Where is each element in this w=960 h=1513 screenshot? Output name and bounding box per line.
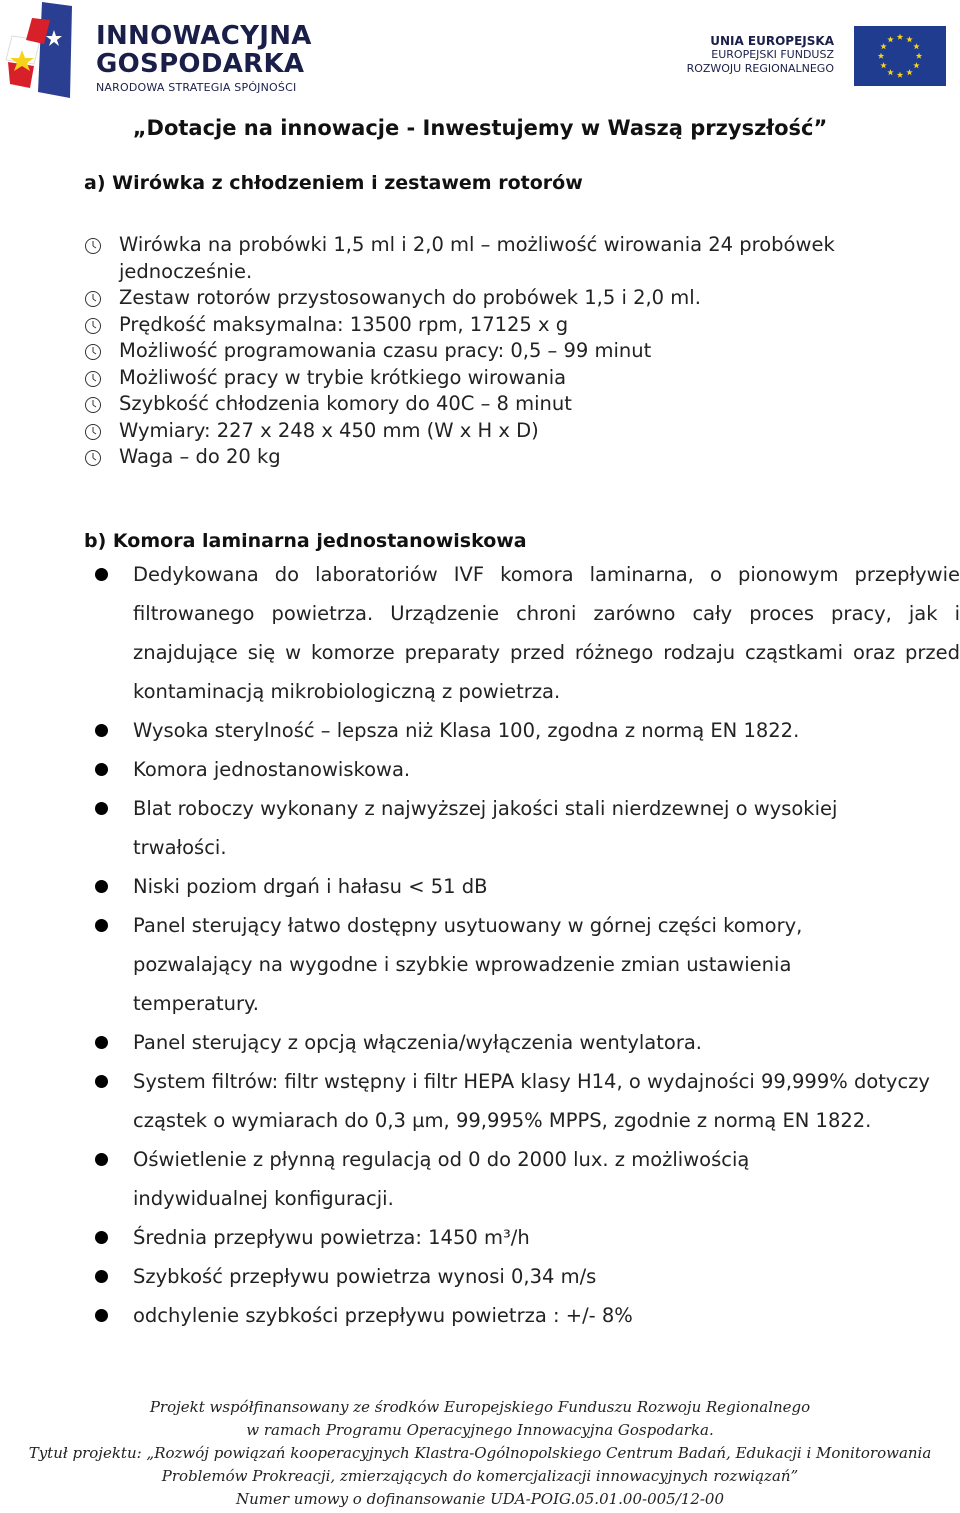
- section-b-title: b) Komora laminarna jednostanowiskowa: [84, 530, 527, 552]
- bullet-icon: [95, 880, 108, 893]
- list-item: [84, 285, 944, 312]
- item-text: Prędkość maksymalna: 13500 rpm, 17125 x g: [119, 312, 569, 336]
- bullet-icon: [95, 802, 108, 815]
- section-a-title: a) Wirówka z chłodzeniem i zestawem rotorów: [84, 172, 583, 194]
- innowacyjna-gospodarka-logo: [4, 0, 324, 104]
- bullet-icon: [95, 1309, 108, 1322]
- bullet-icon: [95, 724, 108, 737]
- list-item: [95, 906, 913, 1023]
- item-text: System filtrów: filtr wstępny i filtr HEPA klasy H14, o wydajności 99,999% dotyczy cząstek o wymiarach do 0,3 µm, 99,995% MPPS, zgodnie z normą EN 1822.: [133, 1070, 930, 1132]
- bullet-icon: [95, 1231, 108, 1244]
- eu-logo: [686, 22, 946, 88]
- item-text: Wirówka na probówki 1,5 ml i 2,0 ml – możliwość wirowania 24 probówek jednocześnie.: [119, 233, 835, 283]
- logo-title-line2: GOSPODARKA: [96, 49, 305, 79]
- list-item: [95, 867, 960, 906]
- list-item: [84, 232, 944, 285]
- item-text: odchylenie szybkości przepływu powietrza : +/- 8%: [133, 1304, 633, 1327]
- item-text: Oświetlenie z płynną regulacją od 0 do 2000 lux. z możliwością indywidualnej konfiguracji.: [133, 1148, 750, 1210]
- bullet-icon: [95, 1036, 108, 1049]
- list-item: [95, 1218, 960, 1257]
- bullet-icon: [95, 568, 108, 581]
- list-item: [95, 750, 960, 789]
- bullet-icon: [95, 1153, 108, 1166]
- eu-flag-icon: [854, 26, 946, 86]
- clock-icon: [84, 237, 102, 255]
- bullet-icon: [95, 1075, 108, 1088]
- footer-line1: Projekt współfinansowany ze środków Europejskiego Funduszu Rozwoju Regionalnego: [149, 1398, 811, 1416]
- item-text: Niski poziom drgań i hałasu < 51 dB: [133, 875, 488, 898]
- list-item: [84, 312, 944, 339]
- eu-line3: ROZWOJU REGIONALNEGO: [686, 62, 834, 75]
- item-text: Panel sterujący łatwo dostępny usytuowany w górnej części komory, pozwalający na wygodne i szybkie wprowadzenie zmian ustawienia temperatury.: [133, 914, 803, 1015]
- item-text: Szybkość przepływu powietrza wynosi 0,34 m/s: [133, 1265, 597, 1288]
- eu-line2: EUROPEJSKI FUNDUSZ: [711, 48, 834, 61]
- clock-icon: [84, 396, 102, 414]
- item-text: Komora jednostanowiskowa.: [133, 758, 411, 781]
- bullet-icon: [95, 763, 108, 776]
- logo-title-line1: INNOWACYJNA: [96, 21, 312, 51]
- item-text: Możliwość programowania czasu pracy: 0,5 – 99 minut: [119, 339, 652, 362]
- item-text: Panel sterujący z opcją włączenia/wyłączenia wentylatora.: [133, 1031, 702, 1054]
- clock-icon: [84, 449, 102, 467]
- list-item: [84, 418, 944, 445]
- bullet-icon: [95, 1270, 108, 1283]
- item-text: Blat roboczy wykonany z najwyższej jakości stali nierdzewnej o wysokiej trwałości.: [133, 797, 838, 859]
- item-text: Wysoka sterylność – lepsza niż Klasa 100, zgodna z normą EN 1822.: [133, 719, 800, 742]
- list-item: [95, 711, 960, 750]
- clock-icon: [84, 290, 102, 308]
- list-item: [95, 1140, 853, 1218]
- list-item: [95, 555, 960, 711]
- list-item: [95, 1257, 960, 1296]
- clock-icon: [84, 423, 102, 441]
- eu-line1: UNIA EUROPEJSKA: [710, 34, 834, 48]
- bullet-icon: [95, 919, 108, 932]
- section-a-list: [84, 232, 944, 471]
- item-text: Dedykowana do laboratoriów IVF komora laminarna, o pionowym przepływie filtrowanego powietrza. Urządzenie chroni zarówno cały proces pracy, jak i znajdujące się w komorze preparaty przed różnego rodzaju cząstkami oraz przed kontaminacją mikrobiologiczną z powietrza.: [133, 563, 960, 703]
- page-header: [0, 0, 960, 108]
- item-text: Szybkość chłodzenia komory do 40C – 8 minut: [119, 392, 572, 415]
- list-item: [84, 365, 944, 392]
- item-text: Zestaw rotorów przystosowanych do probówek 1,5 i 2,0 ml.: [119, 286, 701, 309]
- clock-icon: [84, 317, 102, 335]
- section-b-list: [95, 555, 960, 1335]
- footer-line5: Numer umowy o dofinansowanie UDA-POIG.05.01.00-005/12-00: [235, 1490, 725, 1508]
- page-footer: [0, 1396, 960, 1511]
- list-item: [95, 1062, 960, 1140]
- clock-icon: [84, 370, 102, 388]
- item-text: Średnia przepływu powietrza: 1450 m³/h: [133, 1226, 530, 1249]
- list-item: [84, 444, 944, 471]
- footer-line4: Problemów Prokreacji, zmierzających do komercjalizacji innowacyjnych rozwiązań”: [161, 1467, 799, 1485]
- item-text: Możliwość pracy w trybie krótkiego wirowania: [119, 365, 567, 389]
- ig-emblem-icon: [4, 0, 90, 104]
- list-item: [84, 391, 944, 418]
- list-item: [95, 789, 933, 867]
- item-text: Wymiary: 227 x 248 x 450 mm (W x H x D): [119, 418, 539, 442]
- list-item: [95, 1023, 960, 1062]
- footer-line3: Tytuł projektu: „Rozwój powiązań kooperacyjnych Klastra-Ogólnopolskiego Centrum Badań, Edukacji i Monitorowania: [28, 1444, 932, 1462]
- list-item: [95, 1296, 960, 1335]
- item-text: Waga – do 20 kg: [119, 445, 281, 468]
- logo-subtitle: NARODOWA STRATEGIA SPÓJNOŚCI: [96, 81, 297, 94]
- clock-icon: [84, 343, 102, 361]
- page-title: „Dotacje na innowacje - Inwestujemy w Waszą przyszłość”: [132, 116, 828, 140]
- footer-line2: w ramach Programu Operacyjnego Innowacyjna Gospodarka.: [246, 1421, 714, 1439]
- list-item: [84, 338, 944, 365]
